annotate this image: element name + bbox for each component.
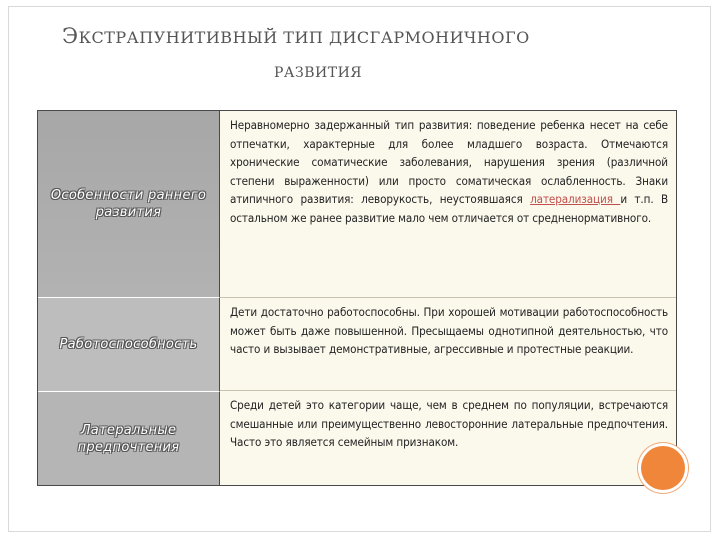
- row-text-early-development: [220, 111, 676, 297]
- lateralization-link[interactable]: латерализация: [530, 192, 621, 206]
- row-label-early-development: [38, 111, 220, 297]
- title-line-2: РАЗВИТИЯ: [274, 65, 363, 81]
- row-label-work-capacity: [38, 297, 220, 391]
- row-text-part: Неравномерно задержанный тип развития: поведение ребенка несет на себе отпечатки, характерные для более младшего возраста. Отмечаются хронические соматические заболевания, нарушения зрения (различной степени выраженности) или просто соматическая ослабленность. Знаки атипичного развития: леворукость, неустоявшаяся: [230, 118, 668, 206]
- row-label-text: Особенности раннего развития: [50, 188, 207, 220]
- row-text-lateral-preferences: Среди детей это категории чаще, чем в среднем по популяции, встречаются смешанные или преимущественно левосторонние латеральные предпочтения. Часто это является семейным признаком.: [220, 391, 676, 485]
- row-label-text: Работоспособность: [59, 337, 198, 352]
- row-label-text: Латеральные предпочтения: [77, 422, 180, 455]
- row-text-part: и т.п. В остальном же ранее развитие мало чем отличается от средненормативного.: [230, 192, 669, 225]
- decorative-orange-circle: [641, 446, 685, 490]
- title-line-1: ЭКСТРАПУНИТИВНЫЙ ТИП ДИСГАРМОНИЧНОГО: [62, 24, 530, 48]
- row-text-work-capacity: Дети достаточно работоспособны. При хорошей мотивации работоспособность может быть даже повышенной. Пресыщаемы однотипной деятельностью, что часто и вызывает демонстративные, агрессивные и протестные реакции.: [220, 297, 676, 391]
- info-table: [37, 110, 677, 486]
- row-label-lateral-preferences: [38, 391, 220, 485]
